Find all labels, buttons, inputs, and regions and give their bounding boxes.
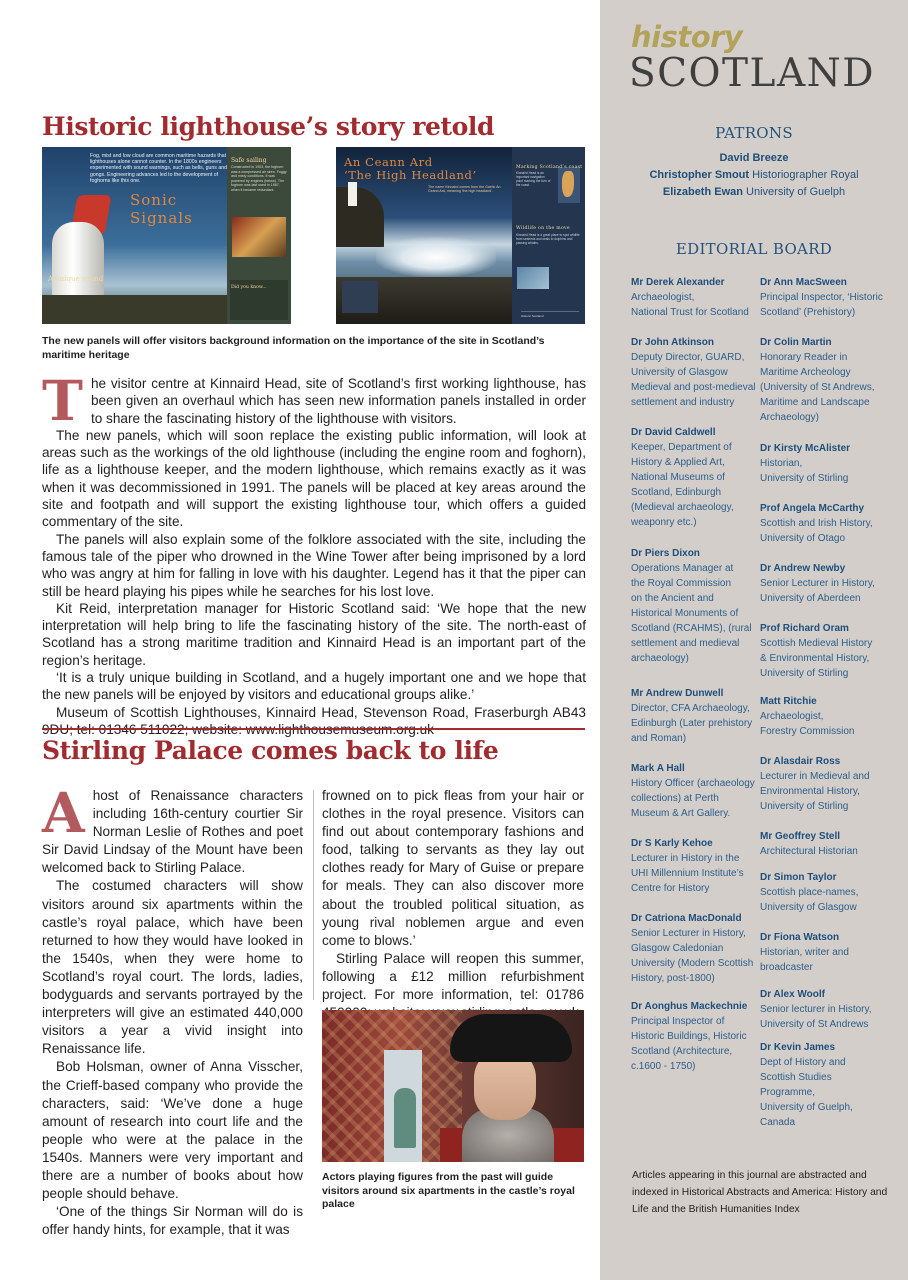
column-separator [313, 790, 314, 1000]
article1-title: Historic lighthouse’s story retold [42, 112, 495, 141]
article1-paragraph: Museum of Scottish Lighthouses, Kinnaird Head, Stevenson Road, Fraserburgh AB43 [56, 704, 586, 720]
article2-paragraph: Stirling Palace will reopen this summer, following a £12 million refurbishment project. For more information, tel: 01786 [322, 950, 584, 1003]
article2-column-right [322, 787, 584, 1022]
article1-paragraph: Kit Reid, interpretation manager for Historic Scotland said: ‘We hope that the new interpretation will help bring to life the fascinating history of the site. The north-east of Scotland has a strong maritime tradition and Kinnaird Head is an important part of the region’s heritage. [42, 600, 586, 668]
masthead-history: history [631, 20, 743, 54]
board-member: Dr Alex Woolf Senior lecturer in History, University of St Andrews [760, 989, 872, 1030]
article2-column-left [42, 780, 303, 1239]
panel2-side-text1: Kinnaird Head is an important navigation point marking the turn of the coast. [516, 171, 551, 187]
panel1-subhead-left: A unique sound [48, 275, 104, 283]
board-member: Mr Derek Alexander Archaeologist, National Trust for Scotland [631, 277, 749, 318]
board-member: Dr Catriona MacDonald Senior Lecturer in History, Glasgow Caledonian University (Modern Scottish History, post-1800) [631, 913, 754, 984]
board-member: Dr Andrew Newby Senior Lecturer in History, University of Aberdeen [760, 563, 875, 604]
board-member: Dr David Caldwell Keeper, Department of History & Applied Art, National Museums of Scotland, Edinburgh (Medieval archaeology, weaponry etc.) [631, 427, 734, 528]
article2-paragraph: ‘One of the things Sir Norman will do is offer handy hints, for example, that it was [42, 1204, 303, 1238]
high-headland-panel-image [336, 147, 585, 324]
panel1-title: Sonic Signals [130, 191, 193, 227]
sidebar [600, 0, 908, 1280]
panel1-did-you-know: Did you know... [231, 285, 267, 290]
article1-paragraph: ‘It is a truly unique building in Scotland, and a hugely important one and we hope that the new panels will be enjoyed by visitors and educational groups alike.’ [42, 670, 586, 703]
scotland-map-icon [558, 167, 580, 203]
board-member: Dr Alasdair Ross Lecturer in Medieval and Environmental History, University of Stirling [760, 756, 870, 812]
board-member: Dr Piers Dixon Operations Manager at the Royal Commission on the Ancient and Historical Monuments of Scotland (RCAHMS), (rural settlement and medieval archaeology) [631, 548, 752, 664]
board-member: Dr Kevin James Dept of History and Scottish Studies Programme, University of Guelph, Canada [760, 1042, 853, 1128]
article1-paragraph: The visitor centre at Kinnaird Head, site of Scotland’s first working lighthouse, has been given an overhaul which has seen new information panels installed in order to share the fascinating history of the lighthouse with visitors. [42, 368, 586, 433]
drop-cap: A [42, 780, 85, 845]
panel1-intro: Fog, mist and low cloud are common maritime hazards that lighthouses alone cannot counter. In the 1800s engineers experimented with sound warnings, such as bells, guns and gongs. Engineering advances led to the development of foghorns like this one. [90, 153, 227, 184]
article2-paragraph: The costumed characters will show visitors around six apartments within the castle’s royal palace, which have been returned to how they would have looked in the 1540s, when they were home to Scotland’s royal court. The lords, ladies, bodyguards and servants portrayed by the interpreters will give an estimated 440,000 visitors a year a vivid insight into Renaissance life. [42, 878, 303, 1057]
board-member: Dr Fiona Watson Historian, writer and broadcaster [760, 932, 849, 973]
board-member: Mr Geoffrey Stell Architectural Historian [760, 831, 858, 857]
article1-paragraph: The panels will also explain some of the folklore associated with the site, including the famous tale of the piper who drowned in the Wine Tower after being imprisoned by a lord who was angry at him for falling in love with his daughter. Legend has it that the piper can still be heard playing his pipes while he searches for his lost love. [42, 531, 586, 599]
panel2-side-text2: Kinnaird Head is a great place to spot wildlife from seabirds and seals to dolphins and passing whales. [516, 233, 580, 245]
patron: Elizabeth Ewan University of Guelph [662, 186, 846, 198]
article1-caption: The new panels will offer visitors background information on the importance of the site in Scotland’s maritime heritage [42, 335, 545, 361]
patrons-heading: PATRONS [715, 124, 793, 142]
actor-photo [322, 1010, 584, 1162]
board-member: Prof Richard Oram Scottish Medieval History & Environmental History, University of Stirling [760, 623, 873, 679]
panel1-side-text: Constructed in 1903, the foghorn was a compressed air siren. Foggy and misty conditions. It was powered by engines (below). The foghorn was last used in 1987, when it became redundant. [231, 165, 287, 192]
board-member: Dr Aonghus Mackechnie Principal Inspector of Historic Buildings, Historic Scotland (Architecture, c.1600 - 1750) [631, 1001, 748, 1072]
board-member: Mr Andrew Dunwell Director, CFA Archaeology, Edinburgh (Later prehistory and Roman) [631, 688, 753, 744]
editorial-board-heading: EDITORIAL BOARD [675, 240, 833, 258]
board-member: Prof Angela McCarthy Scottish and Irish History, University of Otago [760, 503, 873, 544]
board-member: Dr Colin Martin Honorary Reader in Maritime Archeology (University of St Andrews, Maritime and Landscape Archaeology) [760, 337, 875, 423]
panel2-desc: The name Kinnaird comes from the Gaelic An Ceann Ard, meaning ‘the high headland’. [428, 185, 501, 194]
panel2-side-head2: Wildlife on the move [516, 226, 570, 231]
board-member: Dr Ann MacSween Principal Inspector, ‘Historic Scotland’ (Prehistory) [760, 277, 883, 318]
board-member: Dr Kirsty McAlister Historian, University of Stirling [760, 443, 851, 484]
article2-paragraph: Ahost of Renaissance characters including 16th-century courtier Sir Norman Leslie of Rothes and poet Sir David Lindsay of the Mount have been welcomed back to Stirling Palace. [42, 780, 303, 876]
article2-caption: Actors playing figures from the past will guide visitors around six apartments in the castle’s royal palace [322, 1171, 575, 1211]
patron: Christopher Smout Historiographer Royal [649, 169, 859, 181]
board-member: Dr Simon Taylor Scottish place-names, University of Glasgow [760, 872, 859, 913]
panel2-logo: Historic Scotland [521, 311, 579, 320]
board-member: Matt Ritchie Archaeologist, Forestry Commission [760, 696, 855, 737]
masthead-scotland: SCOTLAND [629, 51, 875, 96]
article2-paragraph: frowned on to pick fleas from your hair or clothes in the royal presence. Visitors can find out about contemporary fashions and food, talking to servants as they lay out clothes ready for Mary of Guise or prepare for meals. They can also discover more about the troubled political situation, as young rival noblemen argue and even come to blows.’ [322, 788, 584, 948]
indexing-note: Articles appearing in this journal are abstracted and indexed in Historical Abstracts and America: History and Life and the British Humanities Index [632, 1170, 888, 1215]
board-member: Dr John Atkinson Deputy Director, GUARD, University of Glasgow Medieval and post-medieval settlement and industry [631, 337, 756, 408]
patron: David Breeze [719, 152, 789, 164]
sonic-signals-panel-image [42, 147, 291, 324]
article2-paragraph: Bob Holsman, owner of Anna Visscher, the Crieff-based company who provide the characters, said: ‘We’ve done a huge amount of research into court life and the people who were at the palace in the 1540s. Manners were very important and there are a number of books about how people should behave. [42, 1059, 303, 1202]
drop-cap: T [42, 368, 83, 433]
panel1-subhead-right: Safe sailing [231, 157, 267, 164]
board-member: Mark A Hall History Officer (archaeology collections) at Perth Museum & Art Gallery. [631, 763, 755, 819]
section-divider [42, 728, 585, 730]
article1-body [42, 368, 586, 738]
article1-paragraph: The new panels, which will soon replace the existing public information, will look at areas such as the workings of the old lighthouse (including the engine room and foghorn), life as a lighthouse keeper, and the modern lighthouse, which remains exactly as it was when it was decommissioned in 1991. The panels will be placed at key areas around the site and footpath and will support the existing lighthouse tour, which offers a guided commentary of the site. [42, 427, 586, 530]
panel2-side-head1: Marking Scotland’s coast [516, 165, 583, 170]
article2-title: Stirling Palace comes back to life [42, 736, 499, 765]
board-member: Dr S Karly Kehoe Lecturer in History in the UHI Millennium Institute’s Centre for History [631, 838, 744, 894]
panel2-title: An Ceann Ard ‘The High Headland’ [344, 155, 477, 182]
